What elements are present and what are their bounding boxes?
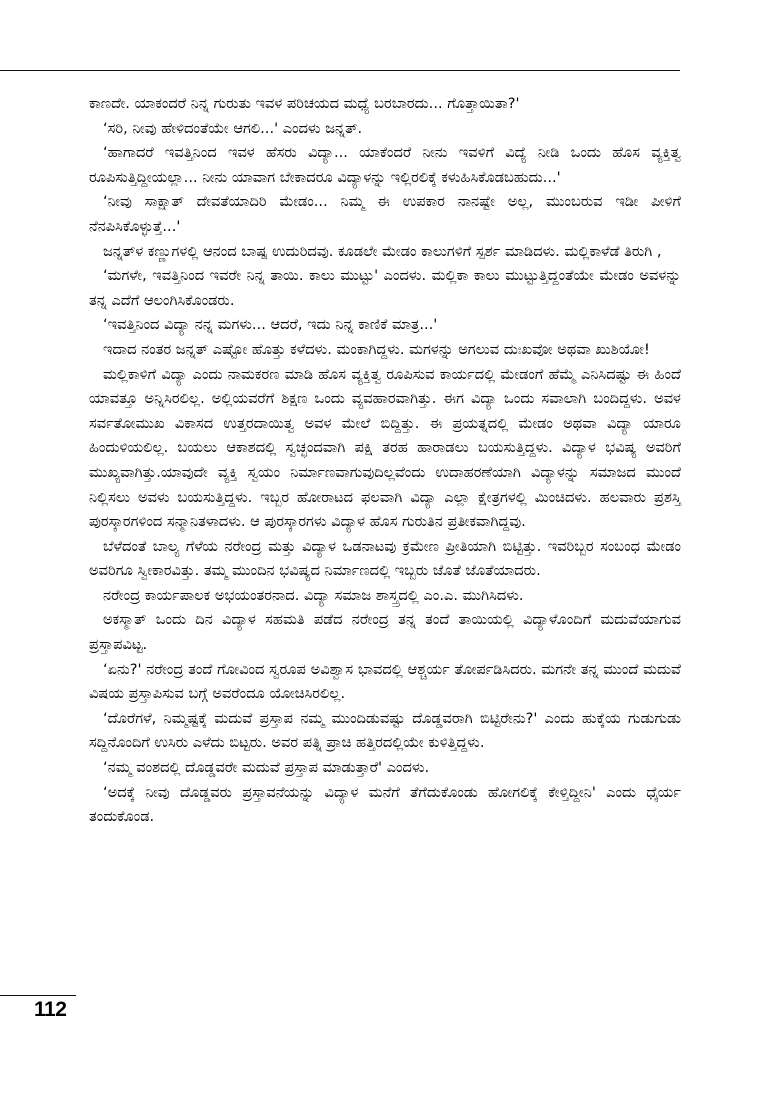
paragraph: ‘ನೀವು ಸಾಕ್ಷಾತ್ ದೇವತೆಯಾದಿರಿ ಮೇಡಂ... ನಿಮ್ಮ ಈ ಉಪಕಾರ ನಾನಷ್ಟೇ ಅಲ್ಲ, ಮುಂಬರುವ ಇಡೀ ಪೀಳಿಗೆ ನೆನಪಿಸಿಕೊಳ್ಳುತ್ತೆ...' [89, 193, 681, 235]
paragraph: ‘ನಮ್ಮ ವಂಶದಲ್ಲಿ ದೊಡ್ಡವರೇ ಮದುವೆ ಪ್ರಸ್ತಾಪ ಮಾಡುತ್ತಾರೆ' ಎಂದಳು. [103, 759, 430, 777]
paragraph: ಮಲ್ಲಿಕಾಳಿಗೆ ವಿದ್ಯಾ ಎಂದು ನಾಮಕರಣ ಮಾಡಿ ಹೊಸ ವ್ಯಕ್ತಿತ್ವ ರೂಪಿಸುವ ಕಾರ್ಯದಲ್ಲಿ ಮೇಡಂಗೆ ಹೆಮ್ಮೆ ಎನಿಸಿದಷ್ಟು ಈ ಹಿಂದೆ ಯಾವತ್ತೂ ಅನ್ನಿಸಿರಲಿಲ್ಲ. ಅಲ್ಲಿಯವರೆಗೆ ಶಿಕ್ಷಣ ಒಂದು ವ್ಯವಹಾರವಾಗಿತ್ತು. ಈಗ ವಿದ್ಯಾ ಒಂದು ಸವಾಲಾಗಿ ಬಂದಿದ್ದಳು. ಅವಳ ಸರ್ವತೋಮುಖ ವಿಕಾಸದ ಉತ್ತರದಾಯಿತ್ವ ಅವಳ ಮೇಲೆ ಬಿದ್ದಿತ್ತು. ಈ ಪ್ರಯತ್ನದಲ್ಲಿ ಮೇಡಂ ಅಥವಾ ವಿದ್ಯಾ ಯಾರೂ ಹಿಂದುಳಿಯಲಿಲ್ಲ. ಬಯಲು ಆಕಾಶದಲ್ಲಿ ಸ್ವಚ್ಛಂದವಾಗಿ ಪಕ್ಷಿ ತರಹ ಹಾರಾಡಲು ಬಯಸುತ್ತಿದ್ದಳು. ವಿದ್ಯಾಳ ಭವಿಷ್ಯ ಅವರಿಗೆ ಮುಖ್ಯವಾಗಿತ್ತು.ಯಾವುದೇ ವ್ಯಕ್ತಿ ಸ್ವಯಂ ನಿರ್ಮಾಣವಾಗುವುದಿಲ್ಲವೆಂದು ಉದಾಹರಣೆಯಾಗಿ ವಿದ್ಯಾಳನ್ನು ಸಮಾಜದ ಮುಂದೆ ನಿಲ್ಲಿಸಲು ಅವಳು ಬಯಸುತ್ತಿದ್ದಳು. ಇಬ್ಬರ ಹೋರಾಟದ ಫಲವಾಗಿ ವಿದ್ಯಾ ಎಲ್ಲಾ ಕ್ಷೇತ್ರಗಳಲ್ಲಿ ಮಿಂಚಿದಳು. ಹಲವಾರು ಪ್ರಶಸ್ತಿ ಪುರಸ್ಕಾರಗಳಿಂದ ಸನ್ಮಾನಿತಳಾದಳು. ಆ ಪುರಸ್ಕಾರಗಳು ವಿದ್ಯಾಳ ಹೊಸ ಗುರುತಿನ ಪ್ರತೀಕವಾಗಿದ್ದವು. [89, 365, 682, 531]
paragraph: ನರೇಂದ್ರ ಕಾರ್ಯಪಾಲಕ ಅಭಯಂತರನಾದ. ವಿದ್ಯಾ ಸಮಾಜ ಶಾಸ್ತ್ರದಲ್ಲಿ ಎಂ.ಎ. ಮುಗಿಸಿದಳು. [103, 586, 524, 604]
footer-rule [0, 995, 76, 996]
paragraph: ‘ಏನು?' ನರೇಂದ್ರ ತಂದೆ ಗೋವಿಂದ ಸ್ವರೂಪ ಅವಿಶ್ವಾಸ ಭಾವದಲ್ಲಿ ಆಶ್ಚರ್ಯ ತೋರ್ಪಡಿಸಿದರು. ಮಗನೇ ತನ್ನ ಮುಂದೆ ಮದುವೆ ವಿಷಯ ಪ್ರಸ್ತಾಪಿಸುವ ಬಗ್ಗೆ ಅವರೆಂದೂ ಯೋಚಿಸಿರಲಿಲ್ಲ. [89, 660, 681, 703]
paragraph: ‘ಅದಕ್ಕೆ ನೀವು ದೊಡ್ಡವರು ಪ್ರಸ್ತಾವನೆಯನ್ನು ವಿದ್ಯಾಳ ಮನೆಗೆ ತೆಗೆದುಕೊಂಡು ಹೋಗಲಿಕ್ಕೆ ಕೇಳ್ತಿದ್ದೀನಿ' ಎಂದು ಧೈರ್ಯ ತಂದುಕೊಂಡ. [89, 783, 681, 826]
paragraph: ಅಕಸ್ಮಾತ್ ಒಂದು ದಿನ ವಿದ್ಯಾಳ ಸಹಮತಿ ಪಡೆದ ನರೇಂದ್ರ ತನ್ನ ತಂದೆ ತಾಯಿಯಲ್ಲಿ ವಿದ್ಯಾಳೊಂದಿಗೆ ಮದುವೆಯಾಗುವ ಪ್ರಸ್ತಾಪವಿಟ್ಟ. [89, 611, 681, 654]
paragraph: ‘ಹಾಗಾದರೆ ಇವತ್ತಿನಿಂದ ಇವಳ ಹೆಸರು ವಿದ್ಯಾ... ಯಾಕೆಂದರೆ ನೀನು ಇವಳಿಗೆ ವಿದ್ಯೆ ನೀಡಿ ಒಂದು ಹೊಸ ವ್ಯಕ್ತಿತ್ವ ರೂಪಿಸುತ್ತಿದ್ದೀಯಲ್ಲಾ... ನೀನು ಯಾವಾಗ ಬೇಕಾದರೂ ವಿದ್ಯಾಳನ್ನು ಇಲ್ಲಿರಲಿಕ್ಕೆ ಕಳುಹಿಸಿಕೊಡಬಹುದು...' [89, 144, 681, 186]
page-number: 112 [34, 998, 67, 1021]
paragraph: ‘ಸರಿ, ನೀವು ಹೇಳಿದಂತೆಯೇ ಆಗಲಿ...' ಎಂದಳು ಜನ್ನತ್. [103, 119, 363, 137]
paragraph: ಜನ್ನತ್‌ಳ ಕಣ್ಣುಗಳಲ್ಲಿ ಆನಂದ ಬಾಷ್ಪ ಉದುರಿದವು. ಕೂಡಲೇ ಮೇಡಂ ಕಾಲುಗಳಿಗೆ ಸ್ಪರ್ಶ ಮಾಡಿದಳು. ಮಲ್ಲಿಕಾಳೆಡೆ ತಿರುಗಿ , [103, 242, 662, 260]
top-rule [0, 70, 680, 71]
page-body [89, 92, 681, 830]
paragraph: ಕಾಣದೇ. ಯಾಕಂದರೆ ನಿನ್ನ ಗುರುತು ಇವಳ ಪರಿಚಯದ ಮಧ್ಯೆ ಬರಬಾರದು... ಗೊತ್ತಾಯಿತಾ?' [89, 95, 520, 112]
paragraph: ‘ಮಗಳೇ, ಇವತ್ತಿನಿಂದ ಇವರೇ ನಿನ್ನ ತಾಯಿ. ಕಾಲು ಮುಟ್ಟು' ಎಂದಳು. ಮಲ್ಲಿಕಾ ಕಾಲು ಮುಟ್ಟುತ್ತಿದ್ದಂತೆಯೇ ಮೇಡಂ ಅವಳನ್ನು ತನ್ನ ಎದೆಗೆ ಆಲಂಗಿಸಿಕೊಂಡರು. [89, 267, 681, 309]
paragraph: ‘ಇವತ್ತಿನಿಂದ ವಿದ್ಯಾ ನನ್ನ ಮಗಳು... ಆದರೆ, ಇದು ನಿನ್ನ ಕಾಣಿಕೆ ಮಾತ್ರ...' [103, 316, 438, 334]
paragraph: ‘ದೊರೆಗಳೆ, ನಿಮ್ಮಷ್ಟಕ್ಕೆ ಮದುವೆ ಪ್ರಸ್ತಾಪ ನಮ್ಮ ಮುಂದಿಡುವಷ್ಟು ದೊಡ್ಡವರಾಗಿ ಬಿಟ್ಟಿರೇನು?' ಎಂದು ಹುಕ್ಕೆಯ ಗುಡುಗುಡು ಸದ್ದಿನೊಂದಿಗೆ ಉಸಿರು ಎಳೆದು ಬಿಟ್ಟರು. ಅವರ ಪತ್ನಿ ಪ್ರಾಚಿ ಹತ್ತಿರದಲ್ಲಿಯೇ ಕುಳಿತ್ತಿದ್ದಳು. [89, 709, 681, 752]
paragraph: ಬೆಳೆದಂತೆ ಬಾಲ್ಯ ಗೆಳೆಯ ನರೇಂದ್ರ ಮತ್ತು ವಿದ್ಯಾಳ ಒಡನಾಟವು ಕ್ರಮೇಣ ಪ್ರೀತಿಯಾಗಿ ಬಿಟ್ಟಿತ್ತು. ಇವರಿಬ್ಬರ ಸಂಬಂಧ ಮೇಡಂ ಅವರಿಗೂ ಸ್ವೀಕಾರವಿತ್ತು. ತಮ್ಮ ಮುಂದಿನ ಭವಿಷ್ಯದ ನಿರ್ಮಾಣದಲ್ಲಿ ಇಬ್ಬರು ಜೊತೆ ಜೊತೆಯಾದರು. [89, 537, 681, 580]
paragraph: ಇದಾದ ನಂತರ ಜನ್ನತ್ ಎಷ್ಟೋ ಹೊತ್ತು ಕಳೆದಳು. ಮಂಕಾಗಿದ್ದಳು. ಮಗಳನ್ನು ಅಗಲುವ ದುಃಖವೋ ಅಥವಾ ಖುಶಿಯೋ! [103, 340, 650, 358]
